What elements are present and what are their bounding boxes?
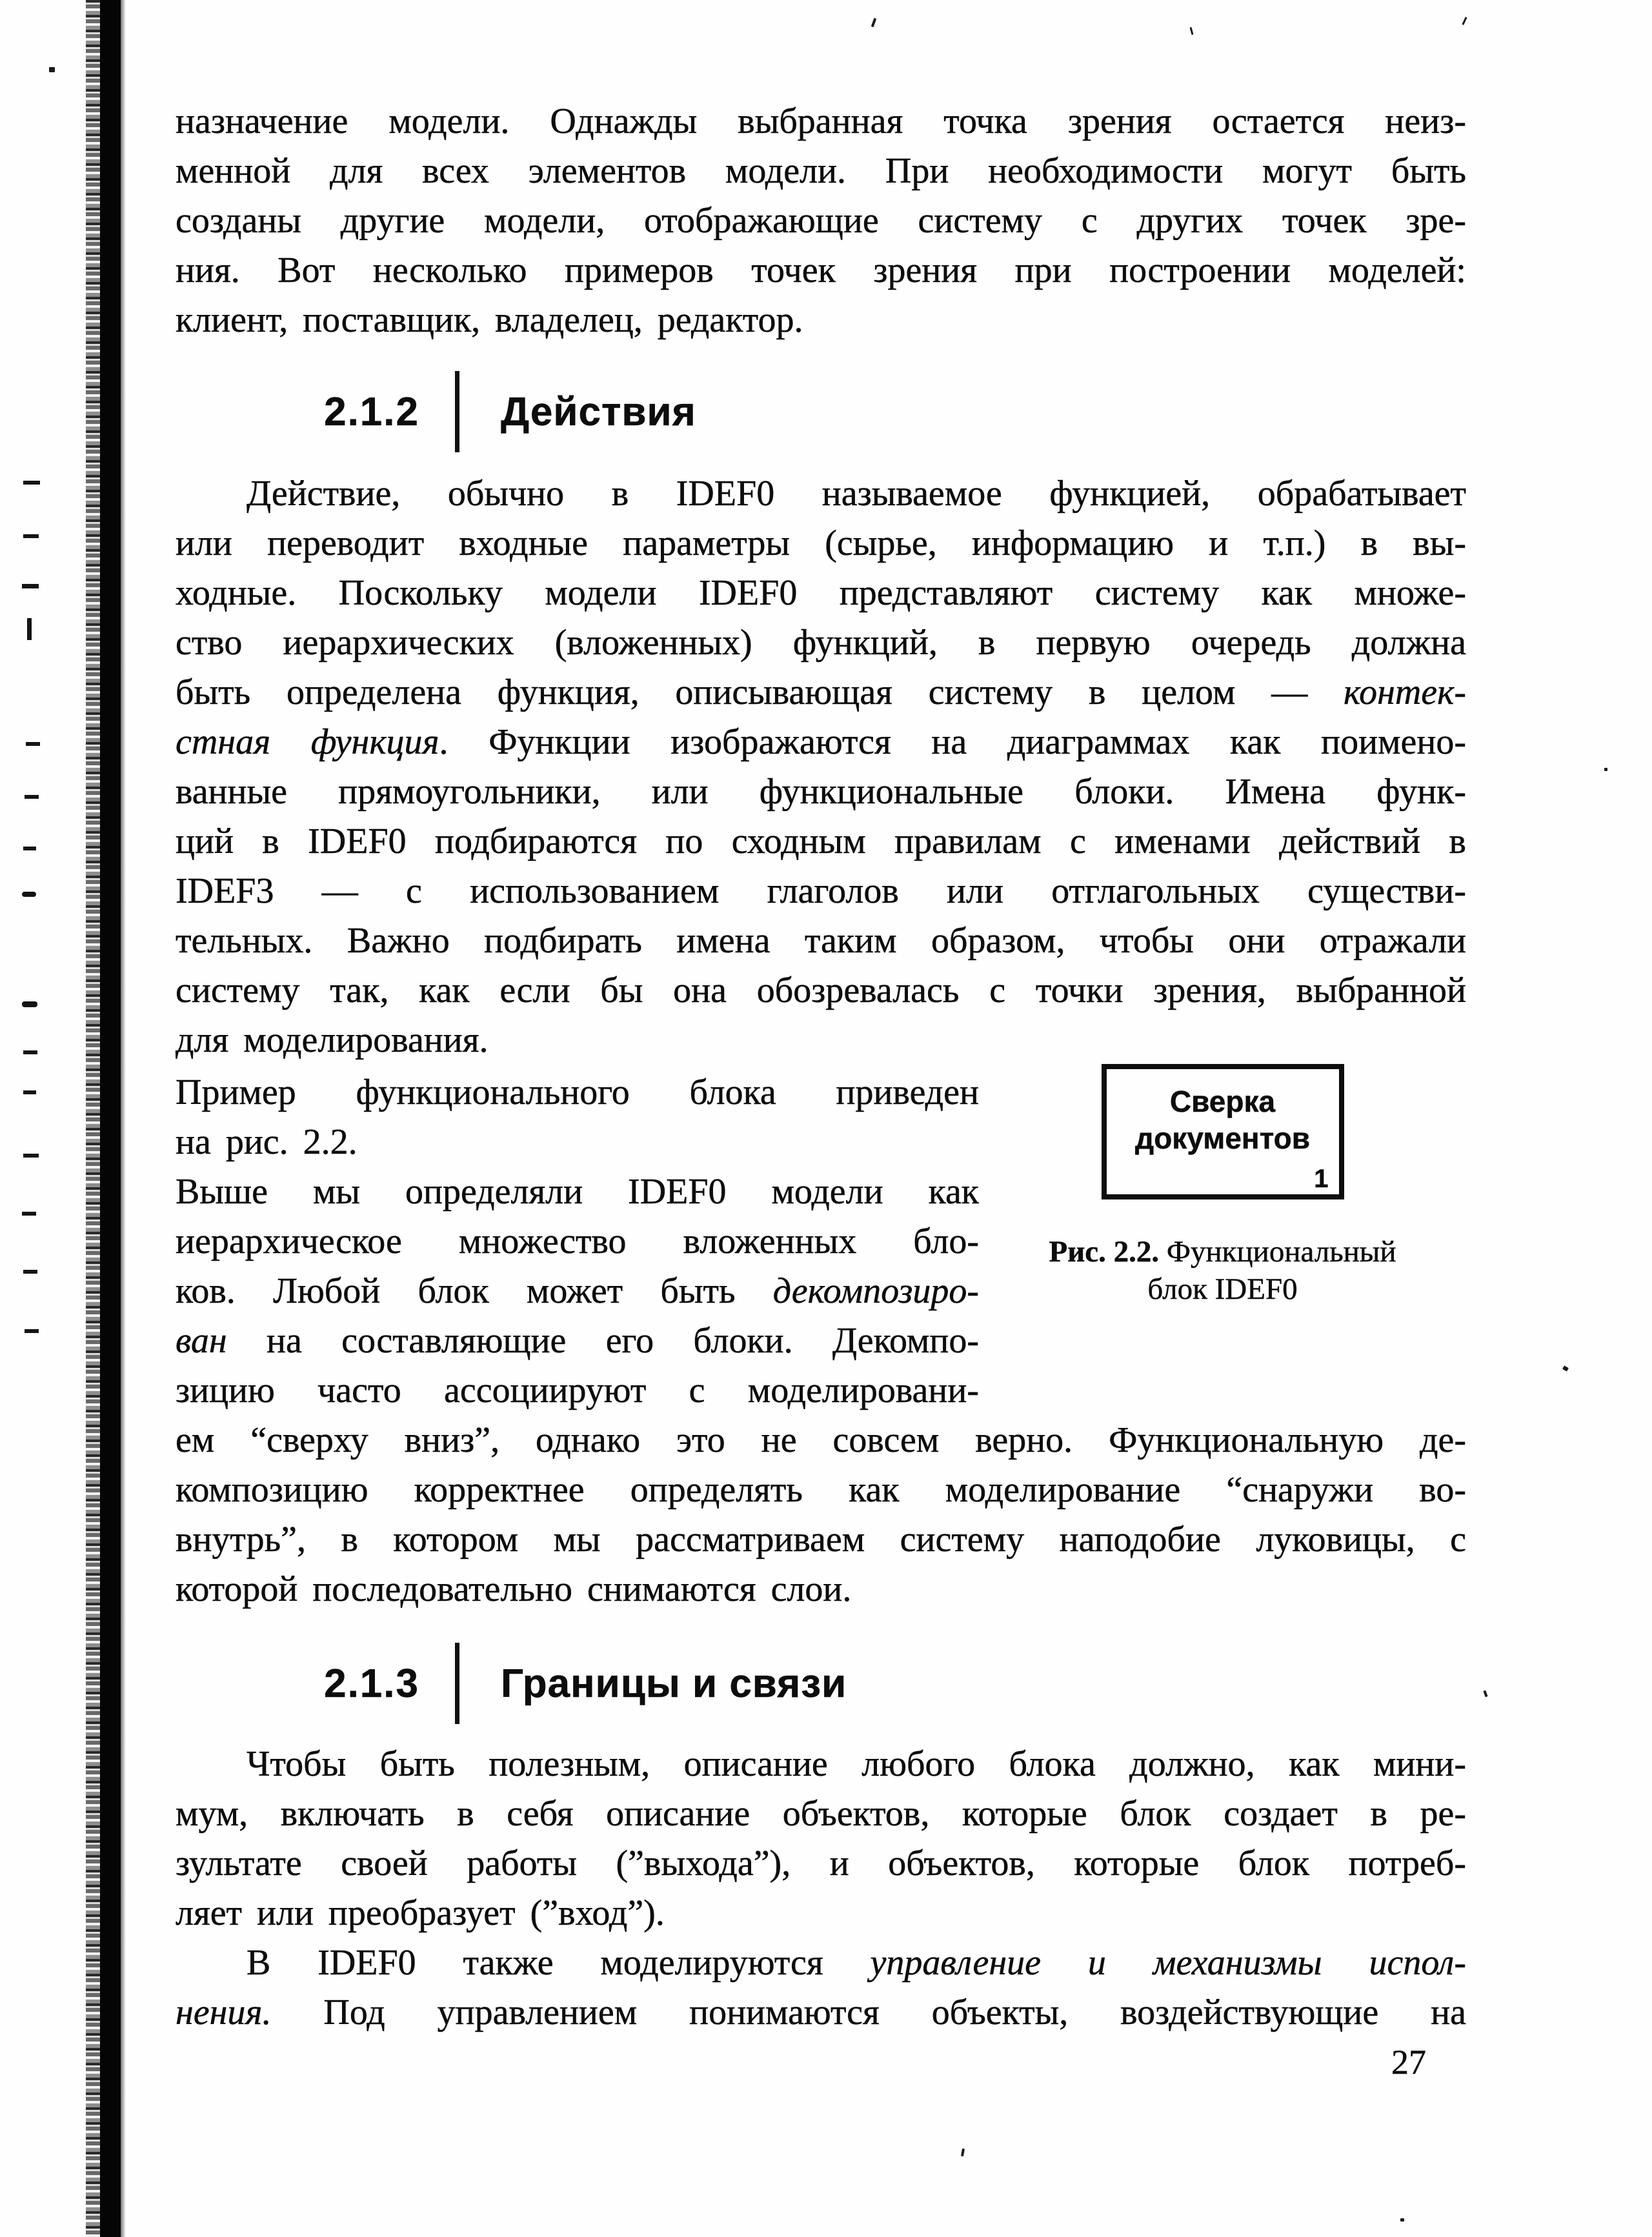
- margin-mark: [23, 1050, 37, 1054]
- margin-mark: [23, 534, 39, 538]
- text-line: назначение модели. Однажды выбранная точка зрения остается неиз-: [176, 101, 1466, 141]
- figure-caption: [1049, 1233, 1396, 1308]
- text-line: зицию часто ассоциируют с моделировани-: [176, 1370, 979, 1410]
- page-content: [176, 97, 1466, 2082]
- figure-caption-text: Функциональный: [1159, 1235, 1396, 1269]
- margin-mark: [23, 1154, 39, 1158]
- paragraph: [176, 97, 1466, 345]
- text-line: стная функция. Функции изображаются на диаграммах как поимено-: [176, 722, 1466, 762]
- paragraph: [176, 1416, 1466, 1614]
- function-box-number: 1: [1314, 1165, 1329, 1193]
- text-line: на рис. 2.2.: [176, 1122, 358, 1162]
- margin-mark: [27, 618, 32, 640]
- text-line: ков. Любой блок может быть декомпозиро-: [176, 1271, 979, 1311]
- figure-caption-number: Рис. 2.2.: [1049, 1235, 1160, 1269]
- margin-mark: [25, 1329, 39, 1333]
- text-line: тельных. Важно подбирать имена таким образом, чтобы они отражали: [176, 921, 1466, 961]
- figure-caption-line2: блок IDEF0: [1147, 1272, 1298, 1306]
- scan-speck: [1189, 27, 1193, 35]
- text-line: Действие, обычно в IDEF0 называемое функцией, обрабатывает: [247, 474, 1466, 514]
- scan-speck: [1462, 17, 1467, 25]
- text-line: Пример функционального блока приведен: [176, 1072, 979, 1112]
- paragraph: [176, 1740, 1466, 1938]
- text-line: ем “сверху вниз”, однако это не совсем верно. Функциональную де-: [176, 1420, 1466, 1460]
- scan-speck: [1562, 1365, 1569, 1371]
- scan-speck: [871, 18, 877, 28]
- margin-mark: [23, 481, 40, 485]
- text-line: иерархическое множество вложенных бло-: [176, 1221, 979, 1261]
- margin-mark: [23, 1090, 36, 1094]
- margin-mark: [23, 847, 36, 850]
- scan-speck: [1604, 768, 1607, 771]
- section-number: 2.1.3: [324, 1661, 419, 1706]
- margin-mark: [22, 584, 39, 588]
- scan-speck: [49, 67, 55, 72]
- text-line: нения. Под управлением понимаются объекты, воздействующие на: [176, 1992, 1466, 2032]
- text-line: ляет или преобразует (”вход”).: [176, 1893, 665, 1933]
- margin-mark: [22, 1001, 37, 1007]
- function-box-label: Сверка: [1169, 1085, 1276, 1118]
- section-heading-2-1-3: [176, 1643, 1466, 1724]
- margin-mark: [23, 1270, 37, 1274]
- text-line: мум, включать в себя описание объектов, которые блок создает в ре-: [176, 1794, 1466, 1834]
- section-title: Границы и связи: [501, 1661, 847, 1706]
- text-line: для моделирования.: [176, 1020, 489, 1060]
- text-line: которой последовательно снимаются слои.: [176, 1569, 852, 1609]
- text-line: ванные прямоугольники, или функциональные блоки. Имена функ-: [176, 772, 1466, 812]
- text-line: композицию корректнее определять как моделирование “снаружи во-: [176, 1470, 1466, 1510]
- text-line: зультате своей работы (”выхода”), и объектов, которые блок потреб-: [176, 1843, 1466, 1883]
- text-line: или переводит входные параметры (сырье, информацию и т.п.) в вы-: [176, 523, 1466, 563]
- text-line: быть определена функция, описывающая систему в целом — контек-: [176, 672, 1466, 712]
- function-box-label: документов: [1135, 1121, 1310, 1155]
- scan-speck: [961, 2149, 965, 2157]
- scan-speck: [1483, 1690, 1487, 1698]
- text-line: Выше мы определяли IDEF0 модели как: [176, 1172, 979, 1212]
- margin-mark: [22, 892, 36, 897]
- text-line: Чтобы быть полезным, описание любого блока должно, как мини-: [247, 1744, 1466, 1784]
- text-line: В IDEF0 также моделируются управление и механизмы испол-: [247, 1943, 1466, 1983]
- narrow-text-column: [176, 1068, 979, 1416]
- page-number: 27: [1391, 2043, 1426, 2082]
- text-line: систему так, как если бы она обозревалась с точки зрения, выбранной: [176, 970, 1466, 1010]
- heading-divider-bar: [455, 1643, 459, 1724]
- text-line: ван на составляющие его блоки. Декомпо-: [176, 1321, 979, 1361]
- margin-mark: [22, 1212, 36, 1216]
- section-number: 2.1.2: [324, 389, 419, 434]
- text-line: созданы другие модели, отображающие систему с других точек зре-: [176, 201, 1466, 241]
- text-line: IDEF3 — с использованием глаголов или отглагольных существи-: [176, 871, 1466, 911]
- scan-speck: [1400, 2218, 1404, 2222]
- book-binding-edge: [100, 0, 121, 2237]
- text-line: ций в IDEF0 подбираются по сходным правилам с именами действий в: [176, 821, 1466, 861]
- paragraph: [176, 1938, 1466, 2038]
- section-title: Действия: [501, 389, 696, 434]
- text-line: ния. Вот несколько примеров точек зрения при построении моделей:: [176, 250, 1466, 290]
- paragraph: [176, 469, 1466, 1065]
- text-and-figure-row: [176, 1068, 1466, 1416]
- heading-divider-bar: [455, 371, 459, 452]
- text-line: внутрь”, в котором мы рассматриваем систему наподобие луковицы, с: [176, 1520, 1466, 1560]
- idef0-function-box: [1102, 1064, 1344, 1199]
- section-heading-2-1-2: [176, 371, 1466, 452]
- margin-mark: [26, 742, 40, 746]
- text-line: ство иерархических (вложенных) функций, в первую очередь должна: [176, 623, 1466, 663]
- text-line: клиент, поставщик, владелец, редактор.: [176, 300, 803, 340]
- margin-mark: [25, 795, 39, 799]
- text-line: менной для всех элементов модели. При необходимости могут быть: [176, 151, 1466, 191]
- text-line: ходные. Поскольку модели IDEF0 представляют систему как множе-: [176, 573, 1466, 613]
- figure-column: [979, 1068, 1466, 1416]
